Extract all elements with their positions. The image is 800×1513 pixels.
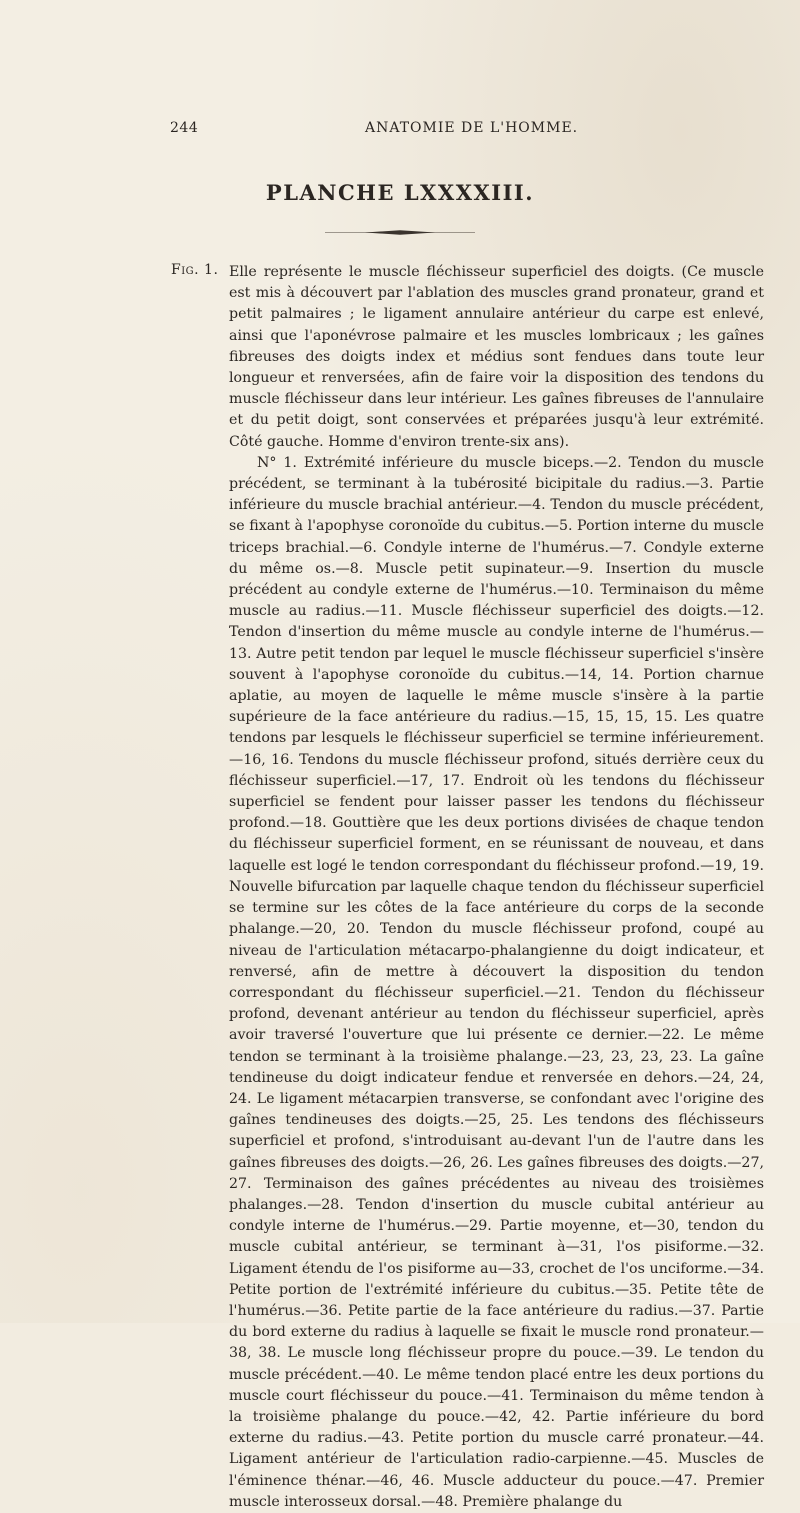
page-number: 244 [170,120,199,136]
figure-description: Elle représente le muscle fléchisseur superficiel des doigts. (Ce muscle est mis à découvert par l'ablation des muscles grand pronateur, grand et petit palmaires ; le ligament annulaire antérieur du carpe est enlevé, ainsi que l'aponévrose palmaire et les muscles lombricaux ; les gaînes fibreuses des doigts index et médius sont fendues dans toute leur longueur et renversées, afin de faire voir la disposition des tendons du muscle fléchisseur dans leur intérieur. Les gaînes fibreuses de l'annulaire et du petit doigt, sont conservées et préparées jusqu'à leur extrémité. Côté gauche. Homme d'environ trente-six ans). [229,264,764,450]
plate-title: PLANCHE LXXXXIII. [265,180,535,205]
ornament-rule [325,229,475,236]
figure-legend: N° 1. Extrémité inférieure du muscle biceps.—2. Tendon du muscle précédent, se terminant à la tubérosité bicipitale du radius.—3. Partie inférieure du muscle brachial antérieur.—4. Tendon du muscle précédent, se fixant à l'apophyse coronoïde du cubitus.—5. Portion interne du muscle triceps brachial.—6. Condyle interne de l'humérus.—7. Condyle externe du même os.—8. Muscle petit supinateur.—9. Insertion du muscle précédent au condyle externe de l'humérus.—10. Terminaison du même muscle au radius.—11. Muscle fléchisseur superficiel des doigts.—12. Tendon d'insertion du même muscle au condyle interne de l'humérus.—13. Autre petit tendon par lequel le muscle fléchisseur superficiel s'insère souvent à l'apophyse coronoïde du cubitus.—14, 14. Portion charnue aplatie, au moyen de laquelle le même muscle s'insère à la partie supérieure de la face antérieure du radius.—15, 15, 15, 15. Les quatre tendons par lesquels le fléchisseur superficiel se termine inférieurement.—16, 16. Tendons du muscle fléchisseur profond, situés derrière ceux du fléchisseur superficiel.—17, 17. Endroit où les tendons du fléchisseur superficiel se fendent pour laisser passer les tendons du fléchisseur profond.—18. Gouttière que les deux portions divisées de chaque tendon du fléchisseur superficiel forment, en se réunissant de nouveau, et dans laquelle est logé le tendon correspondant du fléchisseur profond.—19, 19. Nouvelle bifurcation par laquelle chaque tendon du fléchisseur superficiel se termine sur les côtes de la face antérieure du corps de la seconde phalange.—20, 20. Tendon du muscle fléchisseur profond, coupé au niveau de l'articulation métacarpo-phalangienne du doigt indicateur, et renversé, afin de mettre à découvert la disposition du tendon correspondant du fléchisseur superficiel.—21. Tendon du fléchisseur profond, devenant antérieur au tendon du fléchisseur superficiel, après avoir traversé l'ouverture que lui présente ce dernier.—22. Le même tendon se terminant à la troisième phalange.—23, 23, 23, 23. La gaîne tendineuse du doigt indicateur fendue et renversée en dehors.—24, 24, 24. Le ligament métacarpien transverse, se confondant avec l'origine des gaînes tendineuses des doigts.—25, 25. Les tendons des fléchisseurs superficiel et profond, s'introduisant au-devant l'un de l'autre dans les gaînes fibreuses des doigts.—26, 26. Les gaînes fibreuses des doigts.—27, 27. Terminaison des gaînes précédentes au niveau des troisièmes phalanges.—28. Tendon d'insertion du muscle cubital antérieur au condyle interne de l'humérus.—29. Partie moyenne, et—30, tendon du muscle cubital antérieur, se terminant à—31, l'os pisiforme.—32. Ligament étendu de l'os pisiforme au—33, crochet de l'os unciforme.—34. Petite portion de l'extrémité inférieure du cubitus.—35. Petite tête de l'humérus.—36. Petite partie de la face antérieure du radius.—37. Partie du bord externe du radius à laquelle se fixait le muscle rond pronateur.—38, 38. Le muscle long fléchisseur propre du pouce.—39. Le tendon du muscle précédent.—40. Le même tendon placé entre les deux portions du muscle court fléchisseur du pouce.—41. Terminaison du même tendon à la troisième phalange du pouce.—42, 42. Partie inférieure du bord externe du radius.—43. Petite portion du muscle carré pronateur.—44. Ligament antérieur de l'articulation radio-carpienne.—45. Muscles de l'éminence thénar.—46, 46. Muscle adducteur du pouce.—47. Premier muscle interosseux dorsal.—48. Première phalange du [229,454,764,1510]
figure-label: Fig. 1. [171,262,219,278]
running-head-title: ANATOMIE DE L'HOMME. [365,120,579,136]
figure-explanation [229,262,764,1513]
